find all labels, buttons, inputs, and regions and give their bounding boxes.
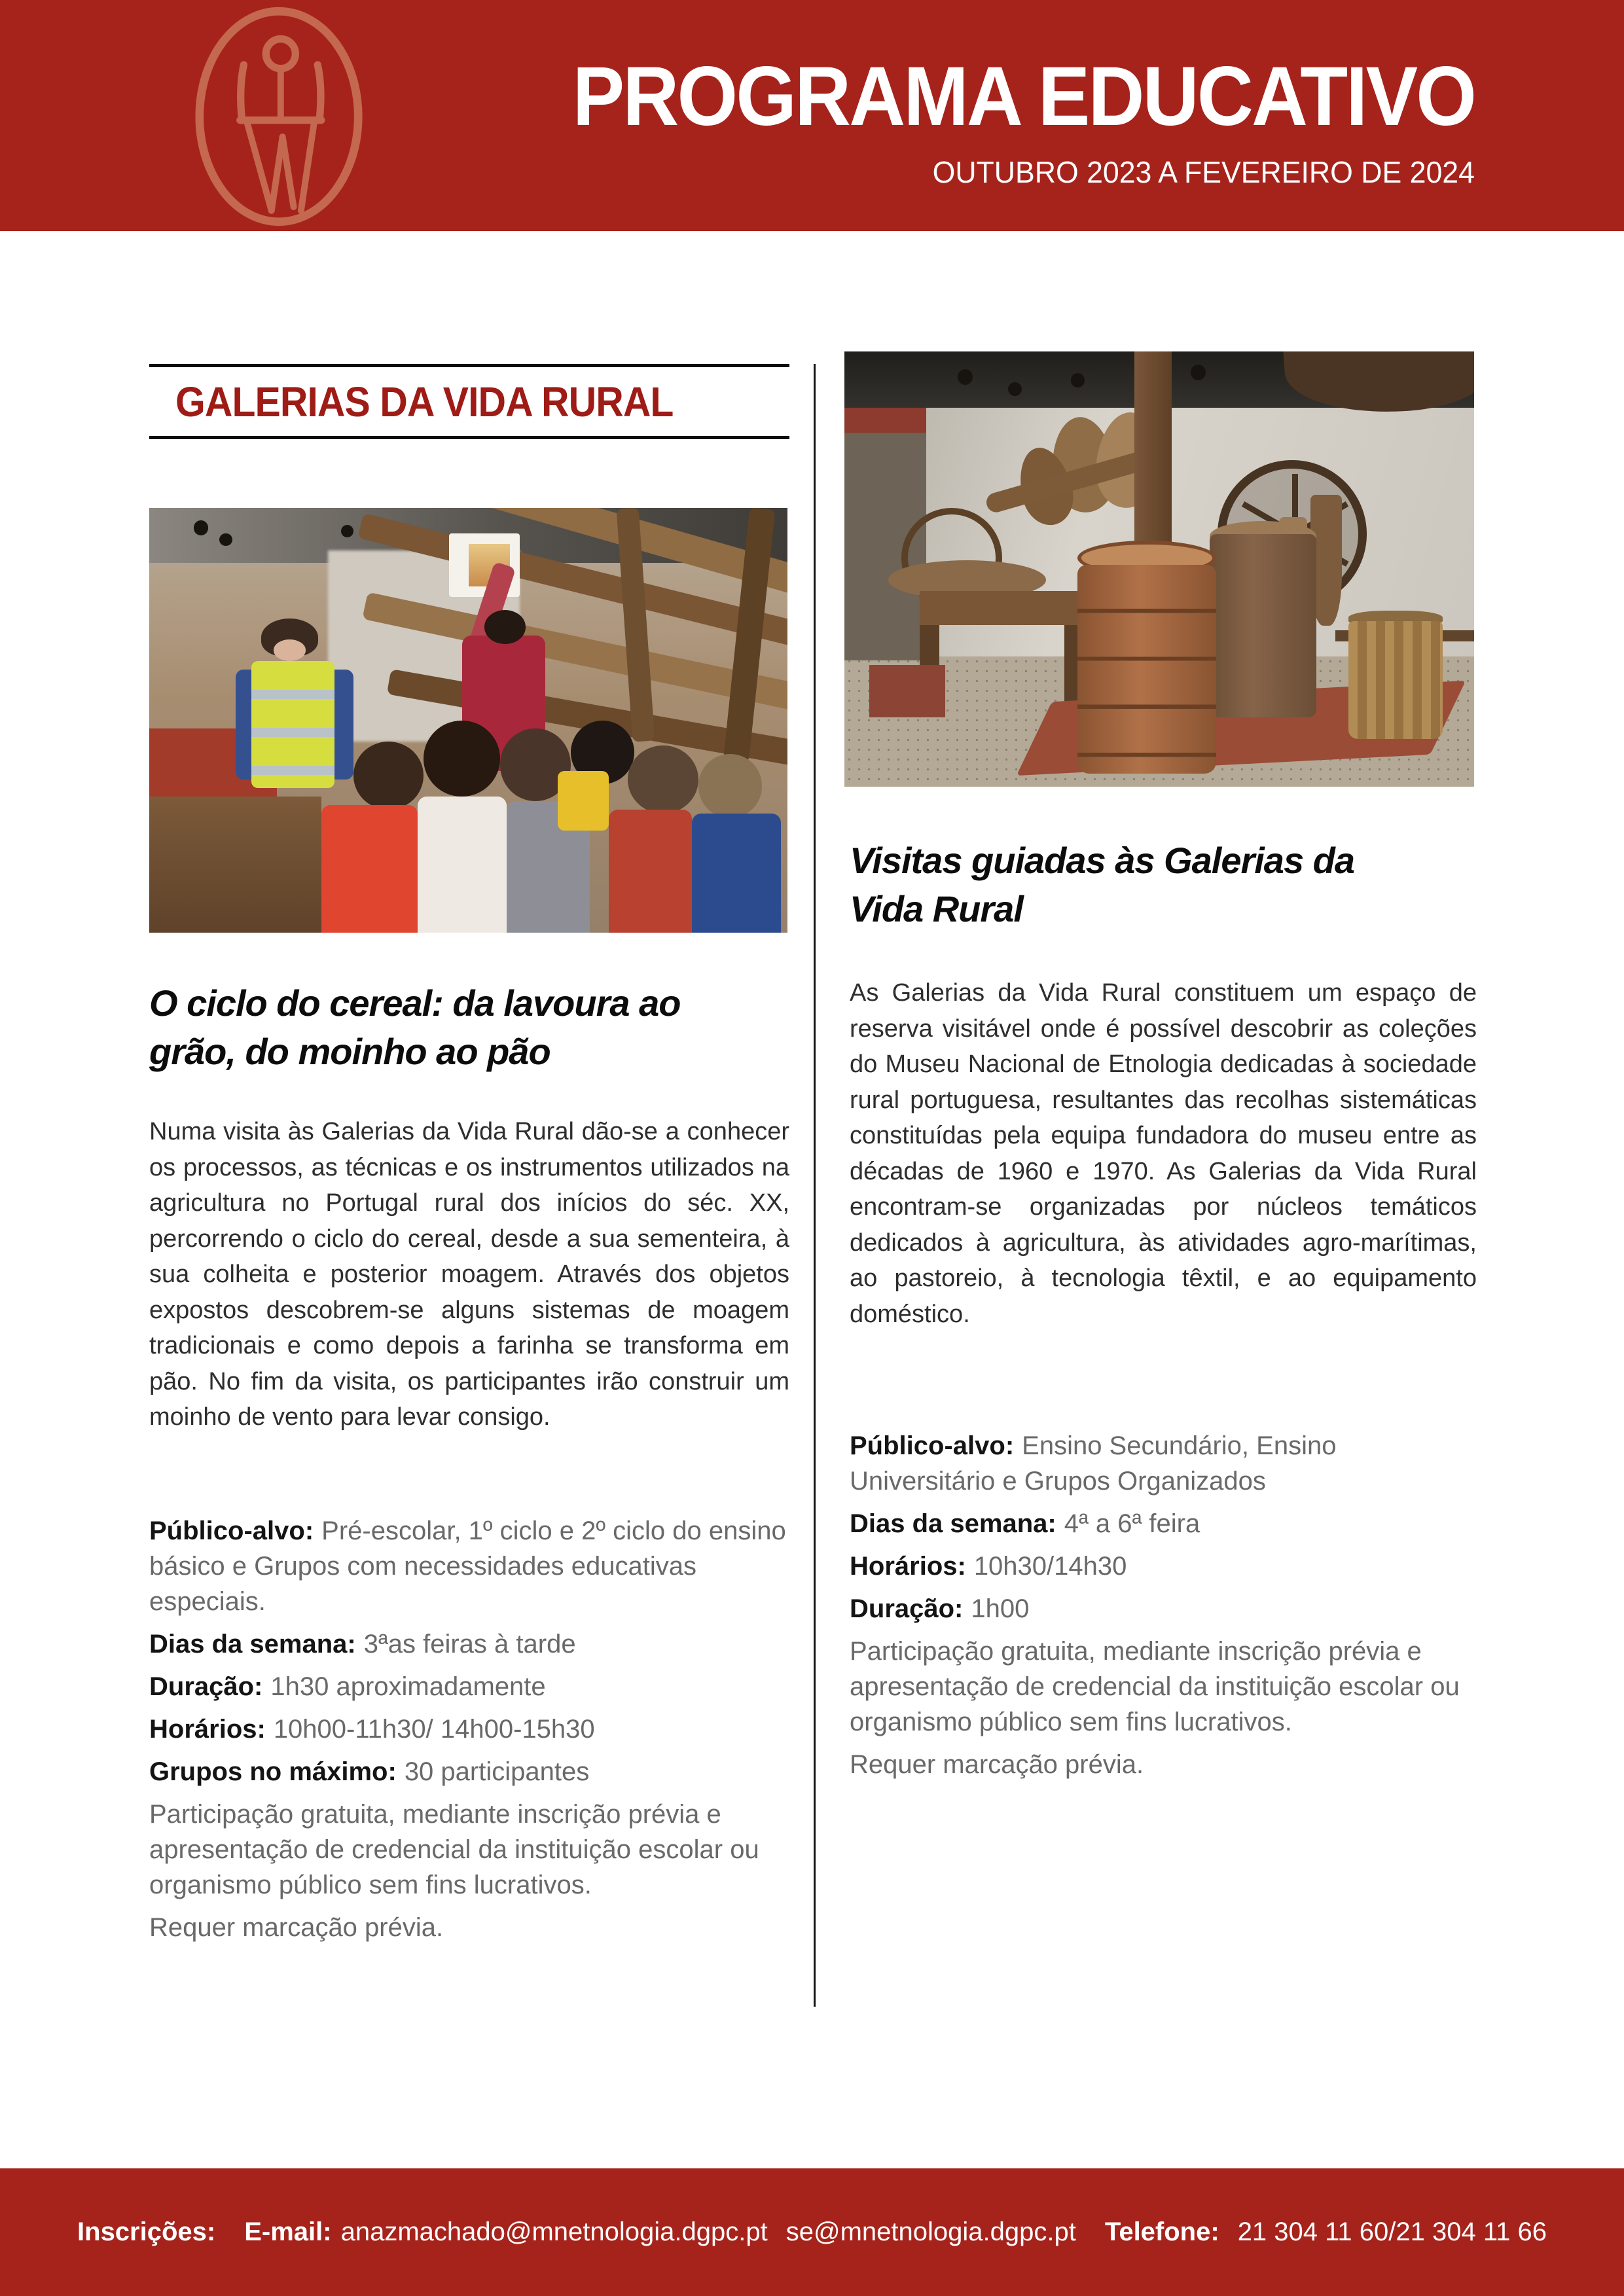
detail-label: Dias da semana: [149,1630,356,1659]
right-photo-rural-galleries [844,351,1474,787]
detail-row [850,1747,1477,1782]
detail-row [149,1754,789,1789]
detail-label: Público-alvo: [850,1431,1015,1460]
left-activity-details [149,1513,789,1952]
detail-row [149,1669,789,1704]
child-shirt [558,771,609,831]
detail-value: Participação gratuita, mediante inscrição prévia e apresentação de credencial da instituição escolar ou organismo público sem fins lucrativos. [149,1800,759,1899]
detail-row [149,1910,789,1945]
detail-label: Público-alvo: [149,1516,314,1545]
child-head [424,721,500,797]
child-shirt [609,810,692,933]
footer-contacts [77,2217,1547,2247]
detail-value: 10h30/14h30 [973,1552,1127,1581]
child-shirt [418,797,507,933]
section-rule-bottom [149,436,789,439]
detail-value: 1h30 aproximadamente [270,1672,546,1701]
detail-row [850,1591,1477,1626]
detail-value: 10h00-11h30/ 14h00-15h30 [273,1715,595,1744]
spotlight-icon [1191,365,1206,380]
detail-row [850,1549,1477,1584]
detail-row [850,1506,1477,1541]
left-photo-guided-visit [149,508,787,933]
detail-value: Participação gratuita, mediante inscrição prévia e apresentação de credencial da instituição escolar ou organismo público sem fins lucrativos. [850,1637,1460,1736]
spotlight-icon [958,369,973,385]
left-activity-description: Numa visita às Galerias da Vida Rural dão-se a conhecer os processos, as técnicas e os instrumentos utilizados na agricultura no Portugal rural dos inícios do séc. XX, percorrendo o ciclo do cereal, desde a sua sementeira, à sua colheita e posterior moagem. Através dos objetos expostos descobrem-se alguns sistemas de moagem tradicionais e como depois a farinha se transforma em pão. No fim da visita, os participantes irão construir um moinho de vento para levar consigo. [149,1118,789,1431]
footer-band [0,2168,1624,2296]
child-head [698,754,763,817]
email-label: E-mail: [244,2217,332,2246]
section-rule-top [149,364,789,367]
detail-value: Requer marcação prévia. [149,1913,444,1942]
child-shirt [321,805,417,933]
section-title: GALERIAS DA VIDA RURAL [175,378,674,425]
detail-label: Dias da semana: [850,1509,1056,1538]
spotlight-icon [1008,382,1022,396]
right-activity-details [850,1428,1477,1789]
inscriptions-label: Inscrições: [77,2217,216,2246]
header-band [0,0,1624,231]
museum-figure-logo-icon [187,4,371,229]
page-title: PROGRAMA EDUCATIVO [572,50,1475,143]
phone-numbers: 21 304 11 60/21 304 11 66 [1237,2217,1547,2246]
detail-value: Requer marcação prévia. [850,1750,1144,1779]
guide-face [274,639,306,660]
child-head [628,745,698,814]
detail-value: 1h00 [971,1594,1030,1623]
red-pedestal [869,665,945,717]
child-head [353,742,424,810]
detail-value: 4ª a 6ª feira [1064,1509,1200,1538]
detail-label: Horários: [850,1552,966,1581]
detail-label: Duração: [850,1594,964,1623]
column-divider [814,364,816,2007]
spotlight-icon [1071,373,1085,387]
detail-value: 3ªas feiras à tarde [363,1630,576,1659]
hollow-trunk-container [1210,534,1317,717]
detail-value: Ensino Secundário, Ensino Universitário e Grupos Organizados [850,1431,1337,1496]
detail-row [850,1634,1477,1740]
left-activity-title: O ciclo do cereal: da lavoura ao grão, do moinho ao pão [149,982,681,1072]
page-subtitle: OUTUBRO 2023 A FEVEREIRO DE 2024 [932,155,1475,189]
right-activity-description: As Galerias da Vida Rural constituem um espaço de reserva visitável onde é possível descobrir as coleções do Museu Nacional de Etnologia dedicadas à sociedade rural portuguesa, resultantes das recolhas sistemáticas constituídas pela equipa fundadora do museu entre as décadas de 1960 e 1970. As Galerias da Vida Rural encontram-se organizadas por núcleos temáticos dedicados à agricultura, às atividades agro-marítimas, ao pastoreio, à tecnologia têxtil, e ao equipamento doméstico. [850,979,1477,1328]
right-activity-title: Visitas guiadas às Galerias da Vida Rural [850,840,1355,929]
guide-yellow-vest [251,661,334,789]
child-shirt [692,814,782,933]
woven-basket [1348,621,1443,739]
detail-row [149,1513,789,1619]
guide-hair [484,610,526,644]
email-primary[interactable]: anazmachado@mnetnologia.dgpc.pt [340,2217,768,2246]
detail-row [149,1797,789,1903]
detail-label: Grupos no máximo: [149,1757,397,1786]
detail-row [149,1712,789,1747]
detail-row [149,1626,789,1662]
detail-row [850,1428,1477,1499]
dark-wood-trunk [1283,351,1474,420]
detail-label: Duração: [149,1672,263,1701]
detail-label: Horários: [149,1715,266,1744]
wood-pile [149,797,321,933]
spotlight-icon [194,520,208,535]
detail-value: 30 participantes [404,1757,590,1786]
detail-value: Pré-escolar, 1º ciclo e 2º ciclo do ensino básico e Grupos com necessidades educativas especiais. [149,1516,786,1616]
phone-label: Telefone: [1104,2217,1219,2246]
email-secondary[interactable]: se@mnetnologia.dgpc.pt [785,2217,1076,2246]
spotlight-icon [219,533,232,546]
wooden-barrel [1077,565,1216,774]
